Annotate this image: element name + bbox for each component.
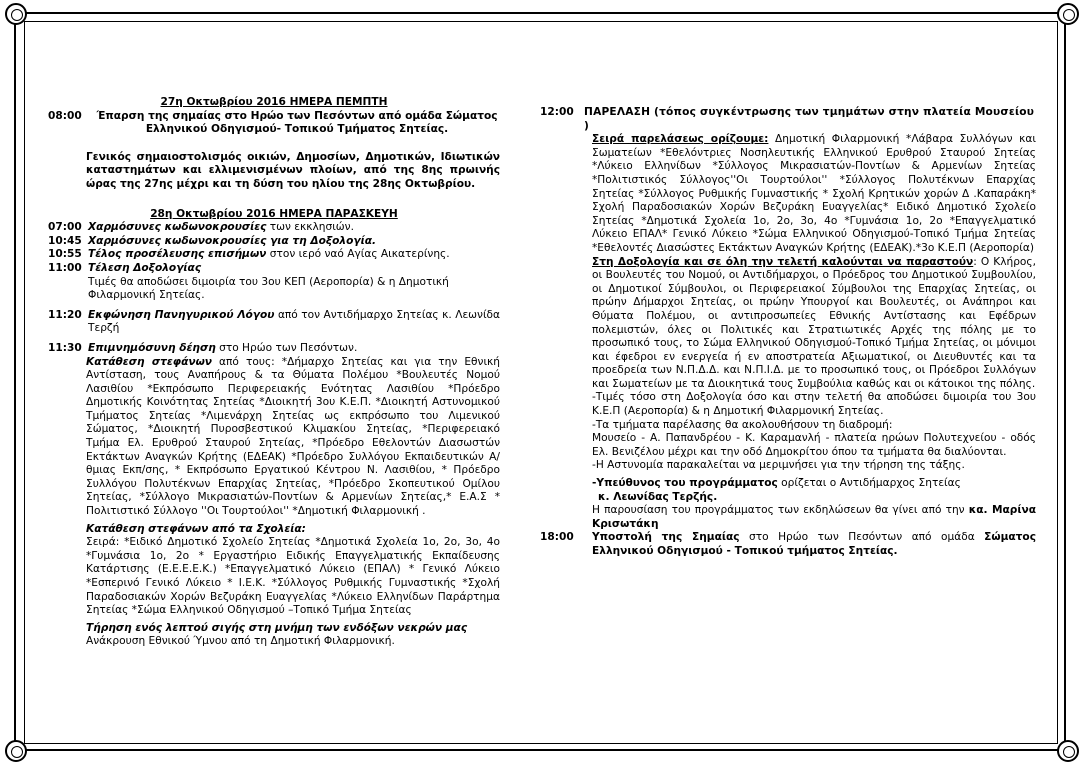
event-title: Χαρμόσυνες κωδωνοκρουσίες <box>88 221 267 234</box>
invitation-list: : Ο Κλήρος, οι Βουλευτές του Νομού, οι Αντιδήμαρχοι, ο Πρόεδρος του Δημοτικού Συμβουλίου, οι Δημοτικοί Σύμβουλοι, οι Περιφερειακοί Σύμβουλοι της Επαρχίας Σητείας, οι πρώην Δήμαρχοι Σητείας, οι πρώην Υπουργοί και Βουλευτές, οι Ανάπηροι και Θύματα Πολέμου, οι αντιπροσωπείες Εθνικής Αντίστασης και Εφέδρων πολεμιστών, όλες οι Πολιτικές και Στρατιωτικές Αρχές της πόλης με το προσωπικό τους, το Σώμα Ελληνικού Οδηγισμού-Τοπικό Τμήμα Σητείας, οι μόνιμοι και έφεδροι εν ενεργεία ή εν αποστρατεία Αξιωματικοί, οι Διευθυντές και τα προεδρεία των Ν.Π.Δ.Δ. και Ν.Π.Ι.Δ. με το προσωπικό τους, οι Πρόεδροι Συλλόγων και Σωματείων με τα Διοικητικά τους Συμβούλια καθώς και οι κάτοικοι της πόλης. <box>592 255 1036 390</box>
moment-of-silence: Τήρηση ενός λεπτού σιγής στη μνήμη των ενδόξων νεκρών μας <box>86 621 468 634</box>
event-title: Τέλεση Δοξολογίας <box>88 261 202 274</box>
responsible-name: κ. Λεωνίδας Τερζής. <box>598 490 718 503</box>
parade-order-title: Σειρά παρελάσεως ορίζουμε: <box>592 133 769 146</box>
left-column <box>48 96 500 649</box>
event-time: 11:30 <box>48 341 82 354</box>
schedule-row <box>540 106 1036 133</box>
police-notice: -Η Αστυνομία παρακαλείται να μεριμνήσει για την τήρηση της τάξης. <box>592 459 965 472</box>
flag-lowering-detail: στο Ηρώο των Πεσόντων από ομάδα <box>739 531 985 544</box>
event-time: 10:45 <box>48 234 82 247</box>
presenter-name: κα. Μαρίνα Κρισωτάκη <box>592 504 1036 530</box>
corner-ornament-bottom-left <box>5 740 27 762</box>
flag-lowering-title: Υποστολή της Σημαίας <box>592 531 740 544</box>
presenter-text: Η παρουσίαση του προγράμματος των εκδηλώσεων θα γίνει από την <box>592 504 969 517</box>
event-time: 11:20 <box>48 308 82 321</box>
responsible-title: -Υπεύθυνος του προγράμματος <box>592 477 778 490</box>
corner-ornament-top-left <box>5 3 27 25</box>
honors-notice: -Τιμές τόσο στη Δοξολογία όσο και στην τελετή θα αποδώσει διμοιρία του 3ου Κ.Ε.Π (Αεροπορία) & η Δημοτική Φιλαρμονική Σητείας. <box>592 391 1036 418</box>
wreath-laying <box>48 356 500 519</box>
route-intro: -Τα τμήματα παρέλασης θα ακολουθήσουν τη διαδρομή: <box>592 418 893 431</box>
right-column <box>540 106 1036 559</box>
event-title: Χαρμόσυνες κωδωνοκρουσίες για τη Δοξολογία. <box>88 234 377 247</box>
parade-order <box>592 133 1036 255</box>
parade-order-list: Δημοτική Φιλαρμονική *Λάβαρα Συλλόγων και Σωματείων *Εθελόντριες Νοσηλευτικής Ελληνικού Ερυθρού Σταυρού Σητείας *Λύκειο Ελληνίδων *Σύλλογος Μικρασιατών-Ποντίων & Αρμενίων Σητείας *Πολιτιστικός Σύλλογος''Οι Τουρτούλοι'' *Σύλλογος Πολυτέκνων Επαρχίας Σητείας *Σύλλογος Ρυθμικής Γυμναστικής * Σχολή Κρητικών χορών Δ .Καπαράκη* Σχολή Παραδοσιακών Χορών Βεζυράκη Ευαγγελίας* Ειδικό Δημοτικό Σχολείο Σητείας *Δημοτικά Σχολεία 1ο, 2ο, 3ο, 4ο *Γυμνάσια 1ο, 2ο *Επαγγελματικό Λύκειο ΕΠΑΛ* Γενικό Λύκειο *Σώμα Ελληνικού Οδηγισμού-Τοπικό Τμήμα Σητείας *Εθελοντές Διασώστες Εκτάκτων Αναγκών Κρήτης (ΕΔΕΑΚ).*3ο Κ.Ε.Π (Αεροπορία) <box>592 133 1036 254</box>
corner-ornament-top-right <box>1057 3 1079 25</box>
corner-ornament-bottom-right <box>1057 740 1079 762</box>
schedule-row <box>48 235 500 249</box>
event-title: Επιμνημόσυνη δέηση <box>88 341 216 354</box>
flag-lowering-team: Σώματος Ελληνικού Οδηγισμού - Τοπικού τμήματος Σητείας. <box>592 531 1036 557</box>
event-detail: των εκκλησιών. <box>266 221 354 234</box>
wreath-list: από τους: *Δήμαρχο Σητείας και για την Εθνική Αντίσταση, τους Αναπήρους & τα Θύματα Πολέμου *Βουλευτές Νομού Λασιθίου *Εκπρόσωπο Περιφερειακής Ενότητας Λασιθίου *Πρόεδρο Δημοτικής Κοινότητας Σητείας *Διοικητή 3ου Κ.Ε.Π. *Διοικητή Αστυνομικού Τμήματος Σητείας *Λιμενάρχη Σητείας ως εκπρόσωπο του Λιμενικού Σώματος, *Διοικητή Πυροσβεστικού Κλιμακίου Σητείας, *Περιφερειακό Τμήμα Ελ. Ερυθρού Σταυρού Σητείας, *Πρόεδρο Εθελοντών Διασωστών Εκτάκτων Αναγκών Κρήτης (ΕΔΕΑΚ) *Πρόεδρο Συλλόγου Εκπαιδευτικών Α/θμιας Εκπ/σης, * Εκπρόσωπο Εργατικού Κέντρου Ν. Λασιθίου, * Πρόεδρο Συλλόγου Πολυτέκνων Επαρχίας Σητείας, *Πρόεδρο Σκοπευτικού Ομίλου Σητείας, *Σύλλογο Μικρασιατών-Ποντίων & Αρμενίων Σητείας,* Ε.Α.Σ * Πολιτιστικό Σύλλογο ''Οι Τουρτούλοι'' *Δημοτική Φιλαρμονική . <box>86 355 500 518</box>
schedule-row <box>48 262 500 276</box>
schools-title: Κατάθεση στεφάνων από τα Σχολεία: <box>86 522 306 535</box>
event-subtext: Τιμές θα αποδώσει διμοιρία του 3ου ΚΕΠ (Αεροπορία) & η Δημοτική Φιλαρμονική Σητείας. <box>88 275 449 302</box>
schedule-row <box>48 342 500 356</box>
responsible-detail: ορίζεται ο Αντιδήμαρχος Σητείας <box>777 477 961 490</box>
event-time: 11:00 <box>48 261 82 274</box>
day2-header: 28η Οκτωβρίου 2016 ΗΜΕΡΑ ΠΑΡΑΣΚΕΥΗ <box>150 207 398 220</box>
day1-event <box>48 110 500 137</box>
event-time: 07:00 <box>48 221 82 234</box>
event-text: Έπαρση της σημαίας στο Ηρώο των Πεσόντων από ομάδα Σώματος Ελληνικού Οδηγισμού- Τοπικού Τμήματος Σητείας. <box>96 109 498 136</box>
event-title: Εκφώνηση Πανηγυρικού Λόγου <box>88 308 275 321</box>
route-detail: Μουσείο - Α. Παπανδρέου - Κ. Καραμανλή - πλατεία ηρώων Πολυτεχνείου - οδός Ελ. Βενιζέλου μέχρι και την οδό Δημοκρίτου όπου τα τμήματα θα διαλύονται. <box>592 432 1036 458</box>
schedule-row <box>48 309 500 336</box>
event-time: 10:55 <box>48 248 82 261</box>
schools-list: Σειρά: *Ειδικό Δημοτικό Σχολείο Σητείας *Δημοτικά Σχολεία 1ο, 2ο, 3ο, 4ο *Γυμνάσια 1ο, 2ο * Εργαστήριο Ειδικής Επαγγελματικής Εκπαίδευσης Κατάρτισης (Ε.Ε.Ε.Ε.Κ.) *Επαγγελματικό Λύκειο (ΕΠΑΛ) * Γενικό Λύκειο *Εσπερινό Γενικό Λύκειο * Ι.Ε.Κ. *Σύλλογος Ρυθμικής Γυμναστικής *Σχολή Παραδοσιακών Χορών Βεζυράκη Ευαγγελίας *Λύκειο Ελληνίδων Παράρτημα Σητείας *Σώμα Ελληνικού Οδηγισμού –Τοπικό Τμήμα Σητείας <box>86 536 500 617</box>
event-detail: στο Ηρώο των Πεσόντων. <box>215 341 358 354</box>
event-detail: από τον Αντιδήμαρχο Σητείας κ. Λεωνίδα Τερζή <box>88 308 501 335</box>
schedule-row <box>540 531 1036 558</box>
schedule-row <box>48 248 500 262</box>
presenter-notice <box>592 504 1036 531</box>
schedule-row <box>48 221 500 235</box>
program-responsible <box>592 477 1036 491</box>
event-title: Τέλος προσέλευσης επισήμων <box>88 248 267 261</box>
event-time: 12:00 <box>540 106 574 118</box>
flag-decoration-notice: Γενικός σημαιοστολισμός οικιών, Δημοσίων, Δημοτικών, Ιδιωτικών καταστημάτων και ελλιμενισμένων πλοίων, από της 8ης πρωινής ώρας της 27ης μέχρι και τη δύση του ηλίου της 28ης Οκτωβρίου. <box>86 150 500 190</box>
national-anthem: Ανάκρουση Εθνικού Ύμνου από τη Δημοτική Φιλαρμονική. <box>86 635 395 648</box>
event-detail: στον ιερό ναό Αγίας Αικατερίνης. <box>266 248 450 261</box>
invitation-title: Στη Δοξολογία και σε όλη την τελετή καλούνται να παραστούν <box>592 255 974 268</box>
wreath-title: Κατάθεση στεφάνων <box>86 355 212 368</box>
right-body <box>540 133 1036 531</box>
parade-title: ΠΑΡΕΛΑΣΗ (τόπος συγκέντρωσης των τμημάτων στην πλατεία Μουσείου ) <box>584 106 1035 132</box>
event-time: 18:00 <box>540 531 574 544</box>
event-time: 08:00 <box>48 109 82 122</box>
invitation <box>592 256 1036 392</box>
day1-header: 27η Οκτωβρίου 2016 ΗΜΕΡΑ ΠΕΜΠΤΗ <box>160 96 388 108</box>
